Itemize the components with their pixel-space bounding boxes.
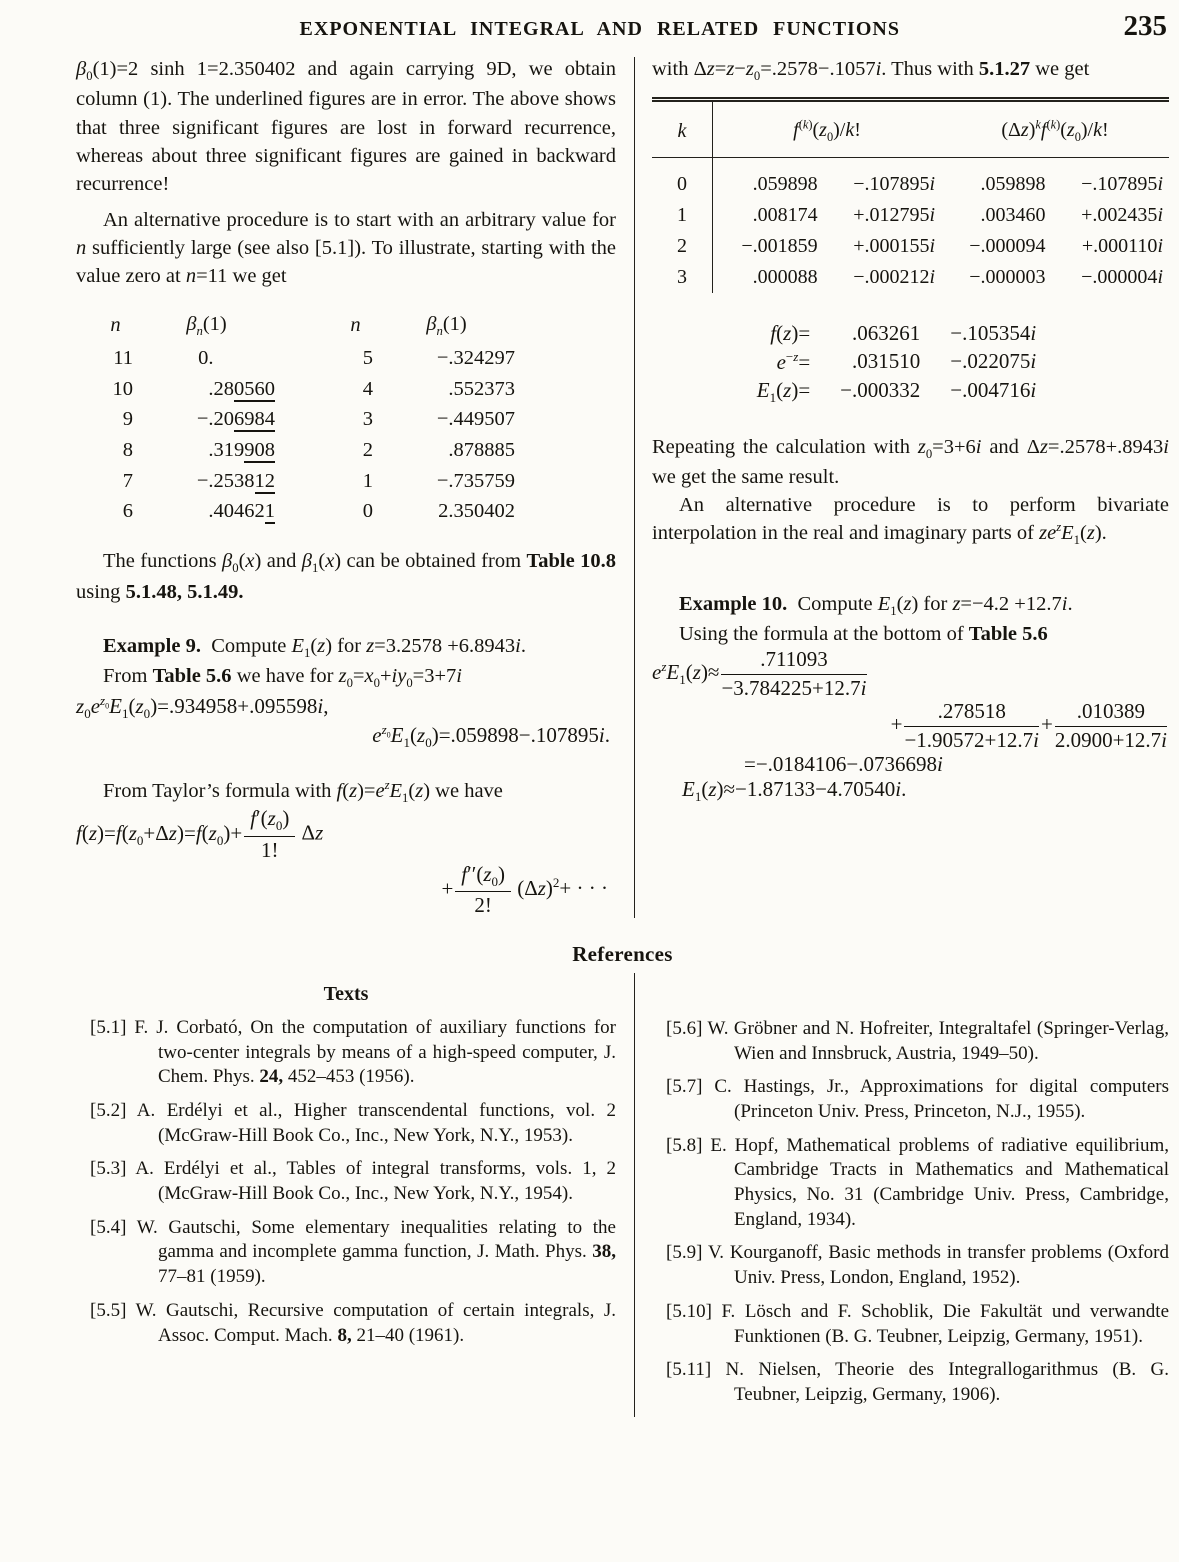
column-divider xyxy=(634,57,635,918)
beta-header-row xyxy=(94,310,276,343)
paragraph-bivariate: An alternative procedure is to perform bivariate interpolation in the real and imaginary parts of $ze^zE_1(z)$. xyxy=(652,494,1169,548)
paragraph-repeating: Repeating the calculation with $z_0=3+6i$ and Δz=.2578+.8943i we get the same result. xyxy=(652,435,1169,489)
beta-n-header: n xyxy=(110,314,121,337)
k-header: k xyxy=(652,100,713,158)
k-table-header-row xyxy=(652,100,1169,158)
ex10-result2: $E_1(z)\approx-1.87133-4.70540i$. xyxy=(682,777,907,805)
texts-heading: Texts xyxy=(323,982,369,1005)
reference-label: [5.4] xyxy=(90,1216,127,1238)
equation-ez0: $e^{z_0}E_1(z_0)=.059898-.107895i$. xyxy=(372,721,610,750)
beta-table-left xyxy=(94,310,276,527)
reference-item: [5.4] W. Gautschi, Some elementary inequalities relating to the gamma and incomplete gamma function, J. Math. Phys. 38, 77–81 (1959). xyxy=(90,1216,616,1288)
table-row: 1 −.735759 xyxy=(362,469,515,492)
references-column-divider xyxy=(634,973,635,1417)
dzk-header: $(\Delta z)^kf^{(k)}(z_0)/k$! xyxy=(941,100,1169,158)
reference-item: [5.10] F. Lösch and F. Schoblik, Die Fakultät und verwandte Funktionen (B. G. Teubner, Leipzig, Germany, 1951). xyxy=(666,1300,1170,1347)
fraction: $\frac{.278518}{-1.90572+12.7i}$ xyxy=(904,699,1039,752)
paragraph-with-dz: with $\Delta z=z-z_0=.2578-.1057i$. Thus with 5.1.27 we get xyxy=(652,58,1090,84)
references-title: References xyxy=(572,941,673,966)
table-row: 6 .404621 xyxy=(122,500,275,523)
references-columns xyxy=(76,971,1169,1417)
references-right-column xyxy=(652,971,1169,1417)
table-row: 4 .552373 xyxy=(362,377,515,400)
paragraph-taylor: From Taylor’s formula with $f(z)=e^zE_1(z)$ we have xyxy=(103,778,503,806)
beta-value-header: $\beta_n(1)$ xyxy=(186,313,227,339)
table-row: 11 0. xyxy=(113,346,214,369)
left-column xyxy=(76,55,616,918)
right-column xyxy=(652,55,1169,918)
taylor-formula-line2: + $\frac{f''(z_0)}{2!}$ $(\Delta z)^2+$ · · · xyxy=(441,861,608,918)
reference-label: [5.10] xyxy=(666,1300,712,1322)
beta-value-header: $\beta_n(1)$ xyxy=(426,313,467,339)
reference-item: [5.2] A. Erdélyi et al., Higher transcendental functions, vol. 2 (McGraw-Hill Book Co., Inc., New York, N.Y., 1953). xyxy=(90,1100,617,1146)
page-title: EXPONENTIAL INTEGRAL AND RELATED FUNCTIONS xyxy=(299,18,900,40)
table-row: 2 −.001859 +.000155i −.000094 +.000110i xyxy=(652,231,1169,262)
table-row: 2 .878885 xyxy=(362,438,515,461)
reference-item: [5.11] N. Nielsen, Theorie des Integrallogarithmus (B. G. Teubner, Leipzig, Germany, 1906). xyxy=(666,1359,1169,1405)
equation-z0ez0: $z_0e^{z_0}E_1(z_0)=.934958+.095598i$, xyxy=(76,692,329,721)
paragraph-recurrence: $\beta_0(1)=2$ sinh 1=2.350402 and again carrying 9D, we obtain column (1). The underlined figures are in error. The above shows that three significant figures are lost in forward recurrence, whereas about three significant figures are gained in backward recurrence! xyxy=(76,58,616,195)
fraction: $\frac{.010389}{2.0900+12.7i}$ xyxy=(1054,699,1167,752)
reference-item: [5.7] C. Hastings, Jr., Approximations for digital computers (Princeton Univ. Press, Princeton, N.J., 1955). xyxy=(666,1076,1169,1123)
references-section xyxy=(76,942,1169,1417)
ex10-formula-line2: + $\frac{.278518}{-1.90572+12.7i}$ + $\frac{.010389}{2.0900+12.7i}$ xyxy=(890,699,1167,752)
ex10-result1: =−.0184106−.0736698i xyxy=(744,752,943,777)
beta-header-row xyxy=(334,310,516,343)
fz-results: f(z)= .063261 −.105354i $e^{-z}=$ .031510 −.022075i $E_1(z)=$ −.000332 −.004716i xyxy=(756,321,1037,406)
reference-label: [5.8] xyxy=(666,1134,703,1156)
main-columns xyxy=(76,55,1169,918)
reference-label: [5.1] xyxy=(90,1016,127,1038)
table-row: 0 .059898 −.107895i .059898 −.107895i xyxy=(652,158,1169,201)
fraction: $\frac{f'(z_0)}{1!}$ xyxy=(244,807,295,862)
running-head xyxy=(76,12,1169,41)
reference-item: [5.1] F. J. Corbató, On the computation of auxiliary functions for two-center integrals by means of a high-speed computer, J. Chem. Phys. 24, 452–453 (1956). xyxy=(90,1016,617,1088)
table-row: 8 .319908 xyxy=(122,438,275,461)
beta-n-header: n xyxy=(350,314,361,337)
reference-item: [5.6] W. Gröbner and N. Hofreiter, Integraltafel (Springer-Verlag, Wien and Innsbruck, Austria, 1949–50). xyxy=(666,1017,1169,1064)
references-left-column xyxy=(76,971,616,1417)
beta-table-right xyxy=(334,310,516,527)
reference-item: [5.5] W. Gautschi, Recursive computation of certain integrals, J. Assoc. Comput. Mach. 8, 21–40 (1961). xyxy=(90,1299,616,1346)
reference-label: [5.5] xyxy=(90,1299,127,1321)
table-row: 10 .280560 xyxy=(112,377,275,400)
table-row: 5 −.324297 xyxy=(362,346,515,369)
table-row: 0 2.350402 xyxy=(362,500,515,523)
table-row: 1 .008174 +.012795i .003460 +.002435i xyxy=(652,200,1169,231)
beta-table xyxy=(94,310,616,527)
page-number: 235 xyxy=(1123,10,1167,42)
example-9: Example 9. Compute $E_1(z)$ for z=3.2578 +6.8943i. xyxy=(103,634,526,660)
taylor-formula-line1: $f(z)=f(z_0+\Delta z)=f(z_0)+$ $\frac{f'(z_0)}{1!}$ Δz xyxy=(76,806,324,863)
reference-label: [5.2] xyxy=(90,1100,127,1122)
example-10: Example 10. Compute $E_1(z)$ for z=−4.2 +12.7i. xyxy=(679,592,1073,618)
reference-item: [5.9] V. Kourganoff, Basic methods in transfer problems (Oxford Univ. Press, London, England, 1952). xyxy=(666,1242,1169,1289)
reference-label: [5.7] xyxy=(666,1076,703,1098)
reference-label: [5.3] xyxy=(90,1158,127,1180)
reference-label: [5.11] xyxy=(666,1359,712,1381)
reference-label: [5.6] xyxy=(666,1017,703,1039)
paragraph-from-table: From Table 5.6 we have for $z_0=x_0+iy_0=3+7i$ xyxy=(103,665,462,691)
fraction: $\frac{.711093}{-3.784225+12.7i}$ xyxy=(721,647,867,700)
reference-item: [5.8] E. Hopf, Mathematical problems of radiative equilibrium, Cambridge Tracts in Mathematics and Mathematical Physics, No. 31 (Cambridge Univ. Press, Cambridge, England, 1934). xyxy=(666,1134,1170,1230)
k-table xyxy=(652,97,1169,293)
table-row: 3 .000088 −.000212i −.000003 −.000004i xyxy=(652,262,1169,293)
ex10-formula-line1: $e^zE_1(z)\approx$ $\frac{.711093}{-3.784225+12.7i}$ xyxy=(652,647,867,700)
fraction: $\frac{f''(z_0)}{2!}$ xyxy=(455,863,511,918)
paragraph-using-formula: Using the formula at the bottom of Table 5.6 xyxy=(679,623,1048,646)
table-row: 3 −.449507 xyxy=(362,408,515,431)
fk-header: $f^{(k)}(z_0)/k$! xyxy=(713,100,942,158)
table-row: 9 −.206984 xyxy=(122,408,275,431)
paragraph-alternative: An alternative procedure is to start with an arbitrary value for n sufficiently large (see also [5.1]). To illustrate, starting with the value zero at n=11 we get xyxy=(76,208,616,287)
paragraph-functions: The functions $\beta_0(x)$ and $\beta_1(x)$ can be obtained from Table 10.8 using 5.1.48, 5.1.49. xyxy=(76,550,616,603)
table-row: 7 −.253812 xyxy=(122,469,275,492)
reference-item: [5.3] A. Erdélyi et al., Tables of integral transforms, vols. 1, 2 (McGraw-Hill Book Co., Inc., New York, N.Y., 1954). xyxy=(90,1158,616,1205)
reference-label: [5.9] xyxy=(666,1242,703,1264)
